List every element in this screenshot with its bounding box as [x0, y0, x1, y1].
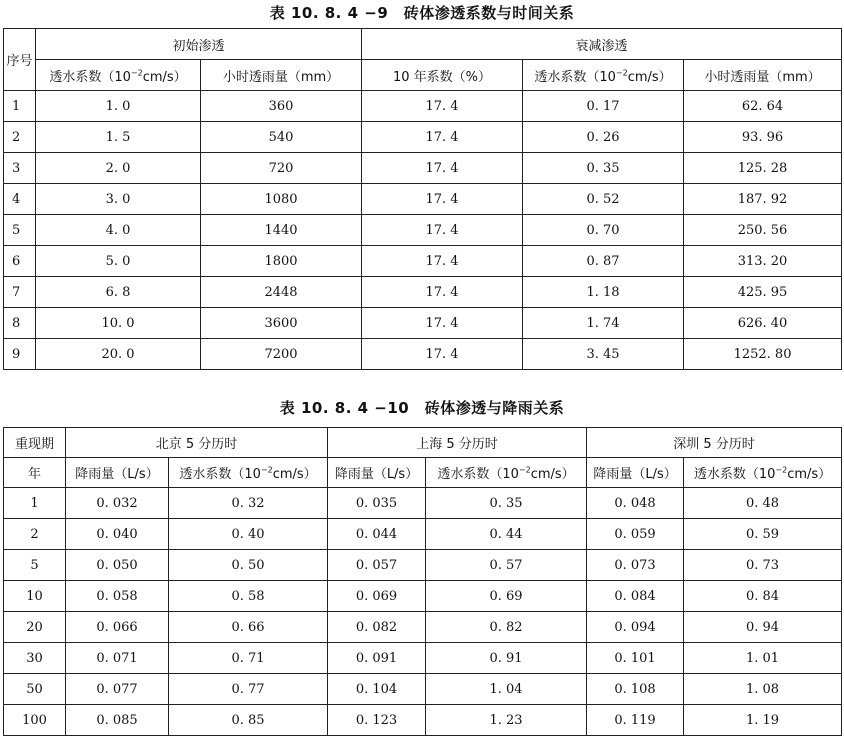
cell-idx: 1: [4, 91, 36, 122]
cell-coef: 17. 4: [362, 153, 523, 184]
cell-dperm: 0. 17: [523, 91, 684, 122]
cell-hourly: 1080: [201, 184, 362, 215]
table-row: [4, 277, 842, 308]
cell-coef: 17. 4: [362, 184, 523, 215]
cell-hourly: 2448: [201, 277, 362, 308]
cell-dperm: 0. 70: [523, 215, 684, 246]
cell-dperm: 1. 18: [523, 277, 684, 308]
cell-hourly: 1800: [201, 246, 362, 277]
table-row: [4, 91, 842, 122]
cell-perm: 6. 8: [36, 277, 201, 308]
cell-dhourly: 62. 64: [684, 91, 842, 122]
table2-caption: 表 10. 8. 4 −10 砖体渗透与降雨关系: [279, 399, 565, 417]
cell-coef: 17. 4: [362, 339, 523, 370]
cell-hourly: 540: [201, 122, 362, 153]
cell-bj-rain: 0. 077: [66, 674, 169, 705]
cell-hourly: 1440: [201, 215, 362, 246]
cell-sz-perm: 0. 48: [684, 488, 842, 519]
table-row: [4, 705, 842, 736]
cell-perm: 1. 5: [36, 122, 201, 153]
cell-sh-perm: 0. 35: [426, 488, 587, 519]
cell-sh-perm: 0. 44: [426, 519, 587, 550]
cell-bj-perm: 0. 40: [169, 519, 328, 550]
table-row: [4, 674, 842, 705]
beijing-rain-header: 降雨量（L/s）: [66, 458, 169, 488]
decay-hourly-header: 小时透雨量（mm）: [684, 60, 842, 91]
table-row: [4, 550, 842, 581]
cell-sz-perm: 1. 08: [684, 674, 842, 705]
beijing-perm-header: 透水系数$(10^{-2}cm/s)$: [169, 458, 328, 488]
cell-sh-perm: 0. 57: [426, 550, 587, 581]
table-row: [4, 488, 842, 519]
cell-perm: 3. 0: [36, 184, 201, 215]
cell-bj-rain: 0. 032: [66, 488, 169, 519]
cell-bj-perm: 0. 85: [169, 705, 328, 736]
cell-bj-rain: 0. 058: [66, 581, 169, 612]
table-row: [4, 246, 842, 277]
cell-sh-perm: 1. 04: [426, 674, 587, 705]
cell-dhourly: 93. 96: [684, 122, 842, 153]
cell-dhourly: 1252. 80: [684, 339, 842, 370]
cell-sz-rain: 0. 119: [587, 705, 684, 736]
cell-sh-rain: 0. 082: [328, 612, 426, 643]
cell-sh-rain: 0. 044: [328, 519, 426, 550]
table-row: [4, 308, 842, 339]
cell-sh-rain: 0. 035: [328, 488, 426, 519]
cell-idx: 8: [4, 308, 36, 339]
cell-perm: 1. 0: [36, 91, 201, 122]
cell-year: 10: [4, 581, 66, 612]
cell-year: 50: [4, 674, 66, 705]
cell-idx: 7: [4, 277, 36, 308]
table1-body: [4, 91, 842, 370]
cell-year: 5: [4, 550, 66, 581]
shanghai-header: 上海 5 分历时: [328, 428, 587, 458]
cell-dhourly: 626. 40: [684, 308, 842, 339]
table2-body: [4, 488, 842, 736]
permeability-time-table: [3, 28, 842, 370]
cell-sz-rain: 0. 108: [587, 674, 684, 705]
cell-bj-rain: 0. 040: [66, 519, 169, 550]
cell-year: 2: [4, 519, 66, 550]
year-header: 年: [4, 458, 66, 488]
cell-perm: 10. 0: [36, 308, 201, 339]
cell-sh-perm: 0. 69: [426, 581, 587, 612]
cell-hourly: 720: [201, 153, 362, 184]
ten-year-header: 10 年系数（%）: [362, 60, 523, 91]
cell-dhourly: 425. 95: [684, 277, 842, 308]
cell-year: 1: [4, 488, 66, 519]
cell-sh-rain: 0. 069: [328, 581, 426, 612]
period-header: 重现期: [4, 428, 66, 458]
cell-sz-rain: 0. 059: [587, 519, 684, 550]
cell-bj-perm: 0. 32: [169, 488, 328, 519]
cell-coef: 17. 4: [362, 277, 523, 308]
cell-sh-rain: 0. 123: [328, 705, 426, 736]
perm-header: 透水系数$(10^{-2}cm/s)$: [36, 60, 201, 91]
cell-bj-perm: 0. 66: [169, 612, 328, 643]
cell-bj-rain: 0. 085: [66, 705, 169, 736]
cell-idx: 5: [4, 215, 36, 246]
table-row: [4, 581, 842, 612]
table-row: [4, 612, 842, 643]
cell-dperm: 0. 35: [523, 153, 684, 184]
cell-sz-rain: 0. 094: [587, 612, 684, 643]
cell-coef: 17. 4: [362, 308, 523, 339]
cell-sh-perm: 0. 91: [426, 643, 587, 674]
table-row: [4, 122, 842, 153]
table-row: [4, 643, 842, 674]
cell-sz-perm: 0. 84: [684, 581, 842, 612]
cell-bj-perm: 0. 77: [169, 674, 328, 705]
cell-sz-perm: 0. 73: [684, 550, 842, 581]
cell-hourly: 3600: [201, 308, 362, 339]
cell-year: 100: [4, 705, 66, 736]
cell-dperm: 1. 74: [523, 308, 684, 339]
cell-sz-rain: 0. 101: [587, 643, 684, 674]
cell-sh-perm: 1. 23: [426, 705, 587, 736]
cell-bj-perm: 0. 71: [169, 643, 328, 674]
shenzhen-header: 深圳 5 分历时: [587, 428, 842, 458]
cell-sh-rain: 0. 104: [328, 674, 426, 705]
cell-perm: 2. 0: [36, 153, 201, 184]
cell-perm: 5. 0: [36, 246, 201, 277]
cell-sz-perm: 0. 59: [684, 519, 842, 550]
cell-bj-rain: 0. 050: [66, 550, 169, 581]
cell-coef: 17. 4: [362, 122, 523, 153]
cell-sh-rain: 0. 057: [328, 550, 426, 581]
table-row: [4, 153, 842, 184]
cell-sz-rain: 0. 048: [587, 488, 684, 519]
cell-perm: 4. 0: [36, 215, 201, 246]
table-row: [4, 215, 842, 246]
cell-dhourly: 187. 92: [684, 184, 842, 215]
cell-coef: 17. 4: [362, 246, 523, 277]
col-index-header: 序号: [4, 29, 36, 91]
table-row: [4, 339, 842, 370]
cell-hourly: 360: [201, 91, 362, 122]
cell-sh-perm: 0. 82: [426, 612, 587, 643]
cell-dperm: 0. 87: [523, 246, 684, 277]
cell-bj-perm: 0. 58: [169, 581, 328, 612]
cell-bj-perm: 0. 50: [169, 550, 328, 581]
cell-sz-rain: 0. 084: [587, 581, 684, 612]
cell-bj-rain: 0. 071: [66, 643, 169, 674]
cell-coef: 17. 4: [362, 91, 523, 122]
cell-coef: 17. 4: [362, 215, 523, 246]
cell-sz-perm: 0. 94: [684, 612, 842, 643]
cell-dhourly: 250. 56: [684, 215, 842, 246]
cell-dperm: 0. 26: [523, 122, 684, 153]
shenzhen-rain-header: 降雨量（L/s）: [587, 458, 684, 488]
cell-dperm: 0. 52: [523, 184, 684, 215]
beijing-header: 北京 5 分历时: [66, 428, 328, 458]
shenzhen-perm-header: 透水系数$(10^{-2}cm/s)$: [684, 458, 842, 488]
cell-year: 30: [4, 643, 66, 674]
shanghai-rain-header: 降雨量（L/s）: [328, 458, 426, 488]
shanghai-perm-header: 透水系数$(10^{-2}cm/s)$: [426, 458, 587, 488]
group-initial-header: 初始渗透: [36, 29, 362, 60]
cell-sh-rain: 0. 091: [328, 643, 426, 674]
group-decay-header: 衰减渗透: [362, 29, 842, 60]
table-row: [4, 184, 842, 215]
cell-sz-rain: 0. 073: [587, 550, 684, 581]
decay-perm-header: 透水系数$(10^{-2}cm/s)$: [523, 60, 684, 91]
cell-idx: 4: [4, 184, 36, 215]
cell-sz-perm: 1. 01: [684, 643, 842, 674]
cell-perm: 20. 0: [36, 339, 201, 370]
cell-idx: 2: [4, 122, 36, 153]
cell-dhourly: 125. 28: [684, 153, 842, 184]
table-row: [4, 519, 842, 550]
table1-caption: 表 10. 8. 4 −9 砖体渗透系数与时间关系: [269, 4, 575, 22]
cell-dhourly: 313. 20: [684, 246, 842, 277]
cell-year: 20: [4, 612, 66, 643]
cell-idx: 9: [4, 339, 36, 370]
cell-dperm: 3. 45: [523, 339, 684, 370]
cell-bj-rain: 0. 066: [66, 612, 169, 643]
cell-hourly: 7200: [201, 339, 362, 370]
hourly-header: 小时透雨量（mm）: [201, 60, 362, 91]
cell-sz-perm: 1. 19: [684, 705, 842, 736]
permeability-rainfall-table: [3, 427, 842, 736]
cell-idx: 6: [4, 246, 36, 277]
cell-idx: 3: [4, 153, 36, 184]
